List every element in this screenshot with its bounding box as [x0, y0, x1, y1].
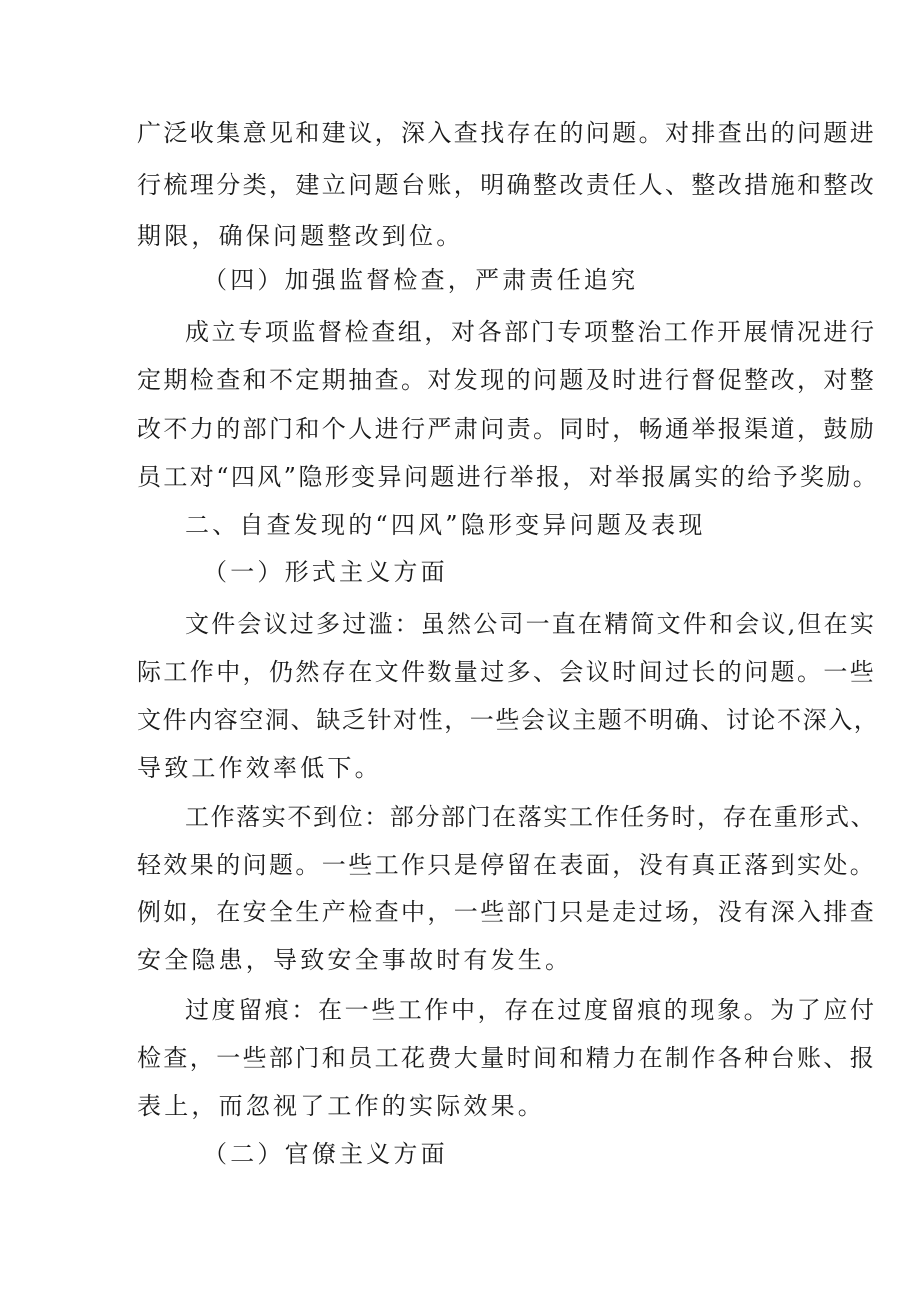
paragraph-line: 定期检查和不定期抽查。对发现的问题及时进行督促整改，对整 — [137, 366, 877, 394]
paragraph-line: 例如，在安全生产检查中，一些部门只是走过场，没有深入排查 — [137, 898, 877, 926]
paragraph-line: 表上，而忽视了工作的实际效果。 — [137, 1092, 545, 1120]
paragraph-line: 过度留痕：在一些工作中，存在过度留痕的现象。为了应付 — [185, 996, 877, 1024]
paragraph-line: 改不力的部门和个人进行严肃问责。同时，畅通举报渠道，鼓励 — [137, 415, 877, 443]
paragraph-line: 轻效果的问题。一些工作只是停留在表面，没有真正落到实处。 — [137, 851, 877, 879]
paragraph-line: 导致工作效率低下。 — [137, 754, 382, 782]
paragraph-line: 检查，一些部门和员工花费大量时间和精力在制作各种台账、报 — [137, 1044, 877, 1072]
section-heading: 二、自查发现的“四风”隐形变异问题及表现 — [185, 511, 706, 539]
paragraph-line: 文件内容空洞、缺乏针对性，一些会议主题不明确、讨论不深入， — [137, 706, 880, 734]
paragraph-line: 期限，确保问题整改到位。 — [137, 222, 464, 250]
paragraph-line: 成立专项监督检查组，对各部门专项整治工作开展情况进行 — [185, 318, 877, 346]
section-heading: （一）形式主义方面 — [203, 558, 448, 586]
paragraph-line: 安全隐患，导致安全事故时有发生。 — [137, 946, 573, 974]
paragraph-line: 行梳理分类，建立问题台账，明确整改责任人、整改措施和整改 — [137, 171, 877, 199]
paragraph-line: 广泛收集意见和建议，深入查找存在的问题。对排查出的问题进 — [137, 119, 877, 147]
section-heading: （二）官僚主义方面 — [203, 1140, 448, 1168]
paragraph-line: 员工对“四风”隐形变异问题进行举报，对举报属实的给予奖励。 — [137, 463, 880, 491]
paragraph-line: 际工作中，仍然存在文件数量过多、会议时间过长的问题。一些 — [137, 658, 877, 686]
section-heading: （四）加强监督检查，严肃责任追究 — [203, 266, 639, 294]
paragraph-line: 工作落实不到位：部分部门在落实工作任务时，存在重形式、 — [185, 803, 877, 831]
paragraph-line: 文件会议过多过滥：虽然公司一直在精简文件和会议,但在实 — [185, 610, 877, 638]
